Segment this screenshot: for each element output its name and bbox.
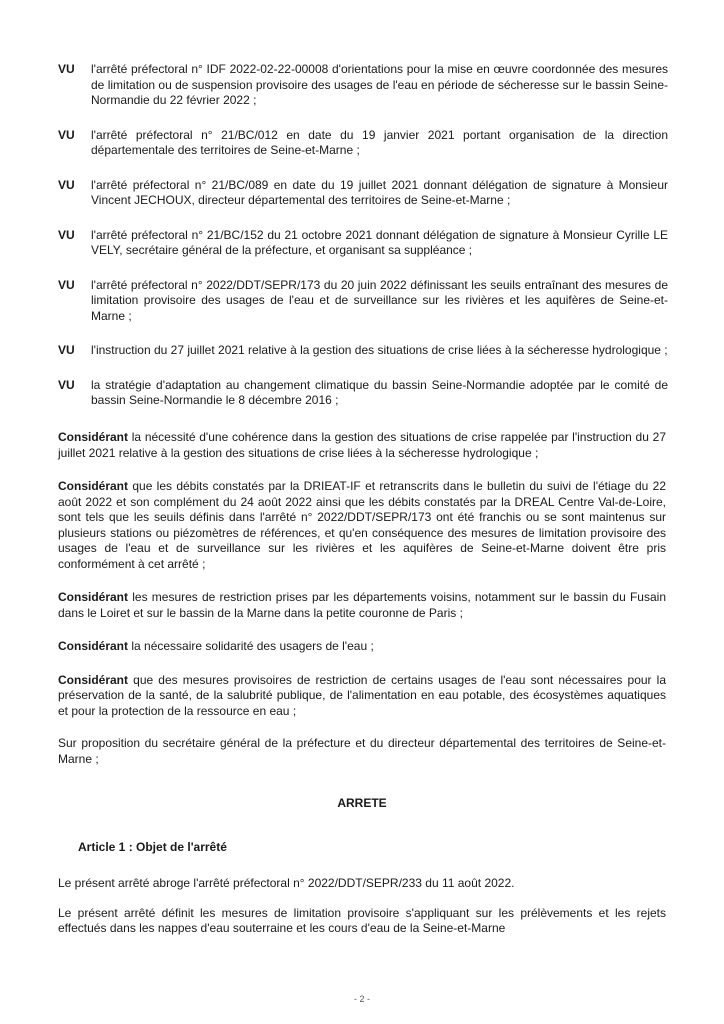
considerant-label: Considérant bbox=[58, 430, 129, 444]
considerant-label: Considérant bbox=[58, 639, 129, 653]
vu-item bbox=[58, 128, 668, 159]
vu-label: VU bbox=[58, 227, 75, 242]
vu-item bbox=[58, 62, 668, 109]
vu-item bbox=[58, 228, 668, 259]
vu-text: l'arrêté préfectoral n° 21/BC/152 du 21 octobre 2021 donnant délégation de signature à Monsieur Cyrille LE VELY, secrétaire général de la préfecture, et organisant sa suppléance ; bbox=[91, 227, 668, 257]
considerant-label: Considérant bbox=[58, 590, 129, 604]
vu-label: VU bbox=[58, 343, 75, 357]
vu-label: VU bbox=[58, 177, 75, 192]
article-1-heading: Article 1 : Objet de l'arrêté bbox=[78, 840, 227, 854]
considerant-text: la nécessaire solidarité des usagers de l'eau ; bbox=[131, 639, 374, 653]
vu-text: l'instruction du 27 juillet 2021 relative à la gestion des situations de crise liées à la sécheresse hydrologique ; bbox=[91, 343, 668, 357]
vu-text: l'arrêté préfectoral n° 2022/DDT/SEPR/173 du 20 juin 2022 définissant les seuils entraînant des mesures de limitation provisoire des usages de l'eau et de surveillance sur les rivières et les aquifères de Seine-et-Marne ; bbox=[91, 277, 668, 323]
vu-item bbox=[58, 378, 668, 409]
vu-label: VU bbox=[58, 62, 75, 76]
vu-text: l'arrêté préfectoral n° 21/BC/089 en date du 19 juillet 2021 donnant délégation de signature à Monsieur Vincent JECHOUX, directeur départemental des territoires de Seine-et-Marne ; bbox=[91, 177, 668, 207]
article-paragraph: Le présent arrêté définit les mesures de limitation provisoire s'appliquant sur les prélèvements et les rejets effectués dans les nappes d'eau souterraine et les cours d'eau de la Seine-et-Marne bbox=[58, 905, 666, 935]
vu-label: VU bbox=[58, 127, 75, 142]
vu-label: VU bbox=[58, 377, 75, 392]
vu-list bbox=[58, 62, 668, 428]
considerant-text: la nécessité d'une cohérence dans la gestion des situations de crise rappelée par l'instruction du 27 juillet 2021 relative à la gestion des situations de crise liées à la sécheresse hydrologique ; bbox=[58, 430, 666, 460]
considerant-label: Considérant bbox=[58, 479, 129, 493]
considerant-label: Considérant bbox=[58, 672, 129, 687]
considerant-item bbox=[58, 639, 666, 655]
arrete-heading: ARRETE bbox=[337, 796, 387, 810]
article-1-body bbox=[58, 876, 666, 951]
vu-item bbox=[58, 343, 668, 359]
considerant-item bbox=[58, 430, 666, 461]
vu-item bbox=[58, 278, 668, 325]
considerant-text: que des mesures provisoires de restriction de certains usages de l'eau sont nécessaires pour la préservation de la santé, de la salubrité publique, de l'alimentation en eau potable, des écosystèmes aquatiques et pour la protection de la ressource en eau ; bbox=[58, 672, 666, 718]
considerant-list bbox=[58, 430, 666, 737]
considerant-item bbox=[58, 590, 666, 621]
considerant-item bbox=[58, 673, 666, 720]
article-paragraph: Le présent arrêté abroge l'arrêté préfectoral n° 2022/DDT/SEPR/233 du 11 août 2022. bbox=[58, 876, 515, 890]
vu-text: l'arrêté préfectoral n° 21/BC/012 en date du 19 janvier 2021 portant organisation de la direction départementale des territoires de Seine-et-Marne ; bbox=[91, 127, 668, 157]
vu-item bbox=[58, 178, 668, 209]
considerant-text: que les débits constatés par la DRIEAT-IF et retranscrits dans le bulletin du suivi de l'étiage du 22 août 2022 et son complément du 24 août 2022 ainsi que les débits constatés par la DREAL Centre Val-de-Loire, sont tels que les seuils définis dans l'arrêté n° 2022/DDT/SEPR/173 ont été franchis ou se sont maintenus sur plusieurs stations ou piézomètres de références, et qu'en conséquence des mesures de limitation provisoire des usages de l'eau et de surveillance sur les rivières et les aquifères de Seine-et-Marne doivent être pris conformément à cet arrêté ; bbox=[58, 479, 666, 571]
considerant-item bbox=[58, 479, 666, 572]
proposition-paragraph: Sur proposition du secrétaire général de la préfecture et du directeur départemental des territoires de Seine-et-Marne ; bbox=[58, 736, 666, 766]
vu-text: la stratégie d'adaptation au changement climatique du bassin Seine-Normandie adoptée par le comité de bassin Seine-Normandie le 8 décembre 2016 ; bbox=[91, 377, 668, 407]
vu-text: l'arrêté préfectoral n° IDF 2022-02-22-00008 d'orientations pour la mise en œuvre coordonnée des mesures de limitation ou de suspension provisoire des usages de l'eau en période de sécheresse sur le bassin Seine-Normandie du 22 février 2022 ; bbox=[91, 62, 668, 107]
considerant-text: les mesures de restriction prises par les départements voisins, notamment sur le bassin du Fusain dans le Loiret et sur le bassin de la Marne dans la petite couronne de Paris ; bbox=[58, 590, 666, 620]
page-number: - 2 - bbox=[353, 994, 370, 1004]
vu-label: VU bbox=[58, 277, 75, 292]
